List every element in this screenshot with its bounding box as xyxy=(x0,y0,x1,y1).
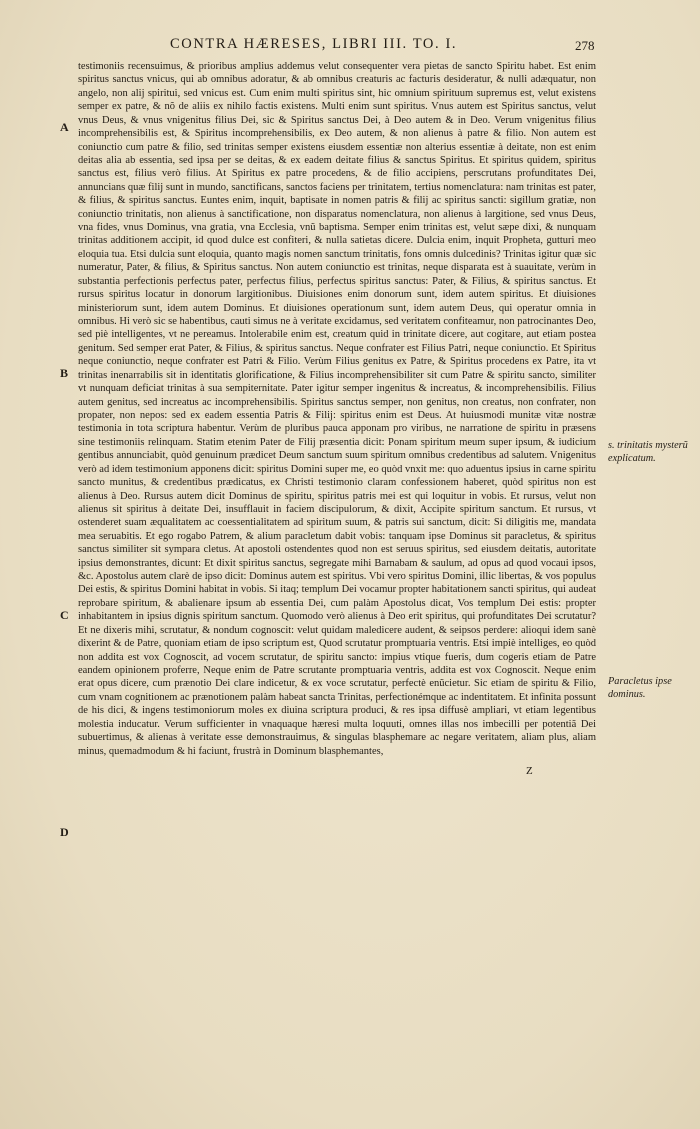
margin-note-paraclete: Paracletus ipse dominus. xyxy=(608,676,672,700)
section-letter-d: D xyxy=(60,825,69,839)
section-letter-c: C xyxy=(60,608,69,622)
body-text: testimoniis recensuimus, & prioribus amplius addemus velut consequenter vera pietas de sancto Spiritu habet. Est enim spiritus sanctus vnicus, qui ab omnibus adoratur, & ab omnibus creaturis ac facturis desideratur, & nulli adæquatur, non angelo, non alij spiritui, sed vnicus est. Cum enim multi spiritus sint, hic omnium spirituum supremus est, velut existens semper ex patre, & nõ de aliis ex nihilo factis existens. Multi enim sunt spiritus. Vnus autem est Spiritus sanctus, velut vnus Deus, & vnus vnigenitus filius Dei, sic & Spiritus sanctus Dei, à Deo autem & in Deo. Verum vnigenitus filius incomprehensibilis est, & Spiritus incomprehensibilis, ex Deo autem, & non alienus à patre & filio. Non autem est coniunctio cum patre & filio, sed trinitas semper existens eiusdem essentiæ non alterius essentiæ à deitate, non est enim deitas alia ab essentia, sed ipsa per se deitas, & ex eadem deitate filius & sanctus Spiritus. Et spiritus quidem, spiritus sanctus est, filius verò filius. At Spiritus ex patre procedens, & de filio accipiens, perscrutans profunditates Dei, annuncians quæ filij sunt in mundo, sanctificans, sanctos faciens per trinitatem, tertius nomenclatura: nam trinitas est pater, & filius, & spiritus sanctus. Euntes enim, inquit, baptisate in nomen patris & filij ac spiritus sancti: sigillum gratiæ, non coniunctio trinitatis, non alienus à sanctificatione, non disparatus nomenclatura, non alienus à largitione, sed vnus Deus, vna fides, vnus Dominus, vna gratia, vna Ecclesia, vnũ baptisma. Semper enim trinitas est, velut sæpe dixi, & nunquam trinitas additionem accipit, id quod dulce est confiteri, & nulla satietas dicere. Dulcia enim, inquit Propheta, gutturi meo eloquia tua. Etsi dulcia sunt eloquia, quanto magis nomen sanctum trinitatis, fons omnis dulcedinis? Trinitas igitur quæ sic numeratur, Pater, & filius, & Spiritus sanctus. Non autem coniunctio est trinitas, neque disparata est à suauitate, verùm in substantia perfectionis perfectus pater, perfectus filius, perfectus spiritus sanctus: Pater, & Filius, & spiritus sanctus. Et rursus spiritus locatur in donorum largitionibus. Diuisiones enim donorum sunt, idem autem spiritus. Et diuisiones ministeriorum sunt, idem autem Dominus. Et diuisiones operationum sunt, idem autem Deus, qui operatur omnia in omnibus. Hi verò sic se habentibus, cauti simus ne à veritate excidamus, sed veritatem confiteamur, non patrocinantes Deo, sed piè intelligentes, vt ne pereamus. Intolerabile enim est, creatum quid in trinitate dicere, aut cogitare, aut etiam postea genitum. Sed semper erat Pater, & Filius, & spiritus sanctus. Neque confrater est Filius Patri, neque coniunctio. Et Spiritus neque coniunctio, neque confrater est Patri & Filio. Verùm Filius genitus ex Patre, & Spiritus procedens ex Patre, ita vt trinitas inenarrabilis sit in identitatis glorificatione, & Filius incomprehensibiliter sit cum Patre & spiritu sancto, similiter vt nunquam deficiat trinitas à sua sempiternitate. Pater igitur semper ingenitus & increatus, & incomprehensibilis. Filius autem genitus, sed increatus ac incomprehensibilis. Spiritus sanctus semper, non genitus, non creatus, non confrater, non propater, non nepos: sed ex eadem essentia Patris & Filij: spiritus enim est Deus. At huiusmodi munitæ vitæ nostræ testimonia in tota scriptura habentur. Verùm de pluribus pauca apponam pro viribus, ne narratione de spiritu in præsens sine testimoniis relinquam. Statim etenim Pater de Filij præsentia dicit: Ponam spiritum meum super ipsum, & iudicium gentibus annunciabit, quòd genuinum prædicet Deum sanctum suum spiritum omnibus credentibus ad salutem. Vnigenitus verò ad idem testimonium apponens dicit: spiritus Domini super me, eo quòd vnxit me: quo aduentus ipsius in carne spiritu sancto munitus, & credentibus prædicatus, ex Christi testimonio claram confessionem haberet, quòd spiritus non est alienus à Deo. Rursus autem dicit Dominus de spiritu, spiritus patris mei est qui loquitur in vobis. Et rursus, velut non alienus sit spiritus à deitate Dei, insufflauit in faciem discipulorum, & dixit, Accipite spiritum sanctum. Et rursus, vt ostenderet suam æqualitatem ac coessentialitatem ad spiritum suum, & patris sui sanctum, dicit: Si diligitis me, mandata mea seruabitis. Et ego rogabo Patrem, & alium paracletum dabit vobis: tanquam ipse Dominus sit paracletus, & spiritus sanctus similiter sit sympara cletus. At apostoli ostendentes quod non est seruus spiritus, sed eiusdem deitatis, autoritate ipsius demonstrantes, dicunt: Et dixit spiritus sanctus, segregate mihi Barnabam & saulum, ad opus ad quod vocaui ipsos, &c. Apostolus autem clarè de ipso dicit: Dominus autem est spiritus. Vbi vero spiritus Domini, illic libertas, & vos populus Dei estis, & spiritus Domini habitat in vobis. Si itaq; templum Dei vocamur propter habitationem sancti spiritus, qui audeat reprobare spiritum, & abalienare ipsum ab essentia Dei, cum palàm Apostolus dicat, Vos templum Dei estis: propter inhabitantem in ipsius dignis spiritum sanctum. Quomodo verò alienus à Deo erit spiritus, qui profunditates Dei scrutatur? Et ne dixeris mihi, scrutatur, & nondum cognoscit: velut quidam maledicere audent, & seipsos perdere: alioqui idem sanè dixerint & de Patre, quoniam etiam de ipso scriptum est, Quod scrutatur promptuaria ventris. Etsi impiè intelliges, eo quòd non addita est vox Cognoscit, ad vocem scrutatur, de spiritu sancto: impius vtique fueris, dum cogeris etiam de Patre eandem opinionem proferre, Neque enim de Patre scrutante promptuaria ventris, addita est vox Cognoscit. Neque enim erat opus dicere, cum prænotio Dei clare indicetur, & ex voce scrutatur, perfectè enũcietur. Sic etiam de spiritu & Filio, cum vnam cognitionem ac prænotionem palàm habeat sancta Trinitas, perfectionémque ac indentitatem. Et infinita possunt de his dici, & ingens testimoniorum moles ex diuina scriptura produci, & res ipsa diffusè ampliari, vt etiam legentibus molestia inducatur. Verum sufficienter in vnaquaque hæresi multa loquuti, omnes illas nos imbecilli per potentiã Dei subuertimus, & alienas à veritate esse demonstrauimus, & singulas blasphemare ac negare veritatem, aliam plus, aliam minus, quemadmodum & hi faciunt, frustrà in Dominum blasphemantes, xyxy=(78,61,597,757)
section-letter-b: B xyxy=(60,366,69,380)
margin-note-trinity: s. trinitatis mysterũ explicatum. xyxy=(608,440,688,464)
page-number: 278 xyxy=(575,38,595,53)
section-letter-a: A xyxy=(60,120,69,134)
running-title: CONTRA HÆRESES, LIBRI III. TO. I. xyxy=(170,36,458,52)
body-column xyxy=(78,60,596,758)
catchword: Z xyxy=(526,765,533,777)
